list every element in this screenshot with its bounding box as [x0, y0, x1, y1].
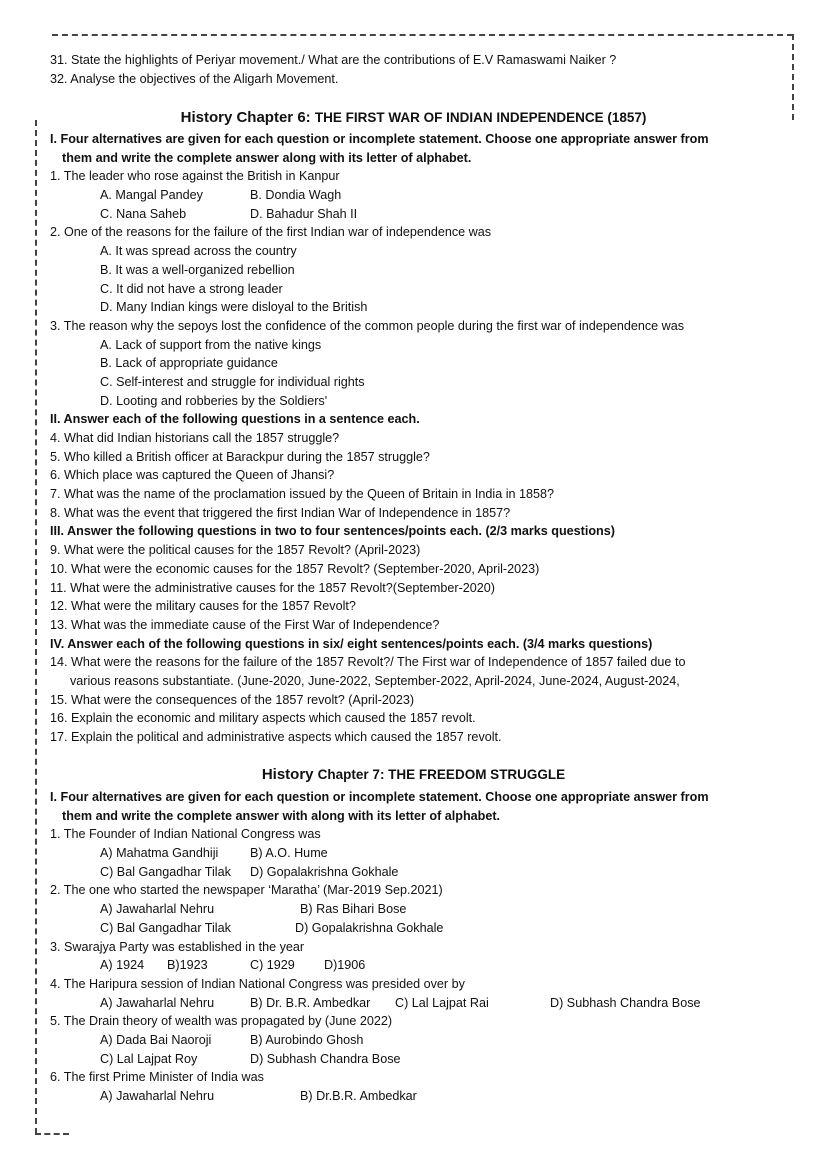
question-4: 4. The Haripura session of Indian National Congress was presided over by — [50, 976, 465, 991]
question-13: 13. What was the immediate cause of the First War of Independence? — [50, 617, 440, 632]
dashed-border-bottom — [35, 1133, 69, 1135]
question-16: 16. Explain the economic and military aspects which caused the 1857 revolt. — [50, 711, 476, 726]
options-row — [50, 844, 780, 863]
option-b: B. Lack of appropriate guidance — [100, 356, 278, 371]
option-a: A) Dada Bai Naoroji — [100, 1032, 212, 1047]
dashed-border-top — [52, 34, 793, 36]
dashed-border-left — [35, 120, 37, 1134]
question-6: 6. The first Prime Minister of India was — [50, 1070, 264, 1085]
option-b: B. Dondia Wagh — [250, 188, 342, 203]
question-10: 10. What were the economic causes for the 1857 Revolt? (September-2020, April-2023) — [50, 561, 540, 576]
option-b: B) A.O. Hume — [250, 846, 328, 861]
option-c: C) Lal Lajpat Roy — [100, 1051, 198, 1066]
option-c: C) Lal Lajpat Rai — [395, 995, 489, 1010]
question-17: 17. Explain the political and administrative aspects which caused the 1857 revolt. — [50, 730, 502, 744]
option-a: A) Jawaharlal Nehru — [100, 995, 215, 1010]
question-2: 2. One of the reasons for the failure of the first Indian war of independence was — [50, 225, 492, 240]
section-2-instruction: II. Answer each of the following questions in a sentence each. — [50, 412, 420, 427]
option-b: B) Ras Bihari Bose — [300, 902, 407, 917]
section-1-instruction-cont: them and write the complete answer along with its letter of alphabet. — [62, 150, 472, 165]
option-b: B)1923 — [167, 958, 208, 973]
option-d: D. Many Indian kings were disloyal to the British — [100, 300, 368, 315]
option-b: B) Dr. B.R. Ambedkar — [250, 995, 371, 1010]
question-9: 9. What were the political causes for the 1857 Revolt? (April-2023) — [50, 543, 421, 558]
question-14: 14. What were the reasons for the failure of the 1857 Revolt?/ The First war of Independence of 1857 failed due to — [50, 655, 686, 670]
chapter-7-questions — [50, 788, 780, 1106]
question-8: 8. What was the event that triggered the first Indian War of Independence in 1857? — [50, 505, 511, 520]
option-d: D)1906 — [324, 958, 366, 973]
options-row — [50, 1050, 780, 1069]
option-d: D) Gopalakrishna Gokhale — [250, 864, 399, 879]
question-3: 3. Swarajya Party was established in the year — [50, 939, 305, 954]
question-15: 15. What were the consequences of the 1857 revolt? (April-2023) — [50, 692, 415, 707]
option-c: C. Self-interest and struggle for individual rights — [100, 374, 365, 389]
question-11: 11. What were the administrative causes for the 1857 Revolt?(September-2020) — [50, 580, 495, 595]
question-12: 12. What were the military causes for the 1857 Revolt? — [50, 599, 356, 614]
option-a: A. Mangal Pandey — [100, 188, 203, 203]
chapter-6-heading — [0, 109, 827, 126]
section-1-instruction: I. Four alternatives are given for each question or incomplete statement. Choose one appropriate answer from — [50, 790, 709, 804]
options-row — [50, 1031, 780, 1050]
options-row — [50, 205, 780, 224]
question-14-cont: various reasons substantiate. (June-2020, June-2022, September-2022, April-2024, June-2024, August-2024, — [70, 673, 680, 688]
chapter-7-prefix: History — [261, 766, 314, 783]
options-row — [50, 900, 780, 919]
option-c: C. It did not have a strong leader — [100, 281, 283, 296]
question-5: 5. Who killed a British officer at Barackpur during the 1857 struggle? — [50, 449, 430, 464]
option-b: B) Dr.B.R. Ambedkar — [300, 1089, 417, 1103]
question-5: 5. The Drain theory of wealth was propagated by (June 2022) — [50, 1014, 393, 1029]
options-row — [50, 919, 780, 938]
option-d: D. Bahadur Shah II — [250, 206, 358, 221]
option-d: D. Looting and robberies by the Soldiers' — [100, 393, 328, 408]
option-c: C) Bal Gangadhar Tilak — [100, 920, 231, 935]
section-1-instruction-cont: them and write the complete answer with along with its letter of alphabet. — [62, 808, 501, 823]
chapter-7-title: Chapter 7: THE FREEDOM STRUGGLE — [317, 767, 566, 782]
option-c: C. Nana Saheb — [100, 206, 187, 221]
chapter-6-questions — [50, 130, 780, 747]
dashed-border-right — [792, 34, 794, 120]
question-4: 4. What did Indian historians call the 1857 struggle? — [50, 431, 340, 445]
options-row — [50, 186, 780, 205]
options-row — [50, 1087, 780, 1106]
option-a: A. It was spread across the country — [100, 244, 297, 259]
option-a: A) Mahatma Gandhiji — [100, 846, 219, 861]
section-1-instruction: I. Four alternatives are given for each question or incomplete statement. Choose one appropriate answer from — [50, 132, 709, 146]
option-a: A) 1924 — [100, 958, 145, 973]
section-4-instruction: IV. Answer each of the following questions in six/ eight sentences/points each. (3/4 marks questions) — [50, 636, 653, 651]
question-31: 31. State the highlights of Periyar movement./ What are the contributions of E.V Ramaswami Naiker ? — [50, 53, 617, 67]
options-row — [50, 956, 780, 975]
option-b: B) Aurobindo Ghosh — [250, 1032, 364, 1047]
option-a: A. Lack of support from the native kings — [100, 337, 322, 352]
previous-questions — [50, 51, 780, 88]
option-c: C) Bal Gangadhar Tilak — [100, 864, 231, 879]
chapter-7-heading — [0, 766, 827, 783]
option-d: D) Gopalakrishna Gokhale — [295, 920, 444, 935]
option-d: D) Subhash Chandra Bose — [250, 1051, 401, 1066]
chapter-6-title: THE FIRST WAR OF INDIAN INDEPENDENCE (1857) — [314, 110, 647, 125]
question-6: 6. Which place was captured the Queen of Jhansi? — [50, 468, 335, 483]
chapter-6-prefix: History Chapter 6: — [180, 109, 311, 126]
option-d: D) Subhash Chandra Bose — [550, 995, 701, 1010]
question-7: 7. What was the name of the proclamation issued by the Queen of Britain in India in 1858? — [50, 487, 555, 502]
question-3: 3. The reason why the sepoys lost the confidence of the common people during the first war of independence was — [50, 318, 685, 333]
question-32: 32. Analyse the objectives of the Aligarh Movement. — [50, 71, 339, 86]
option-a: A) Jawaharlal Nehru — [100, 902, 215, 917]
option-c: C) 1929 — [250, 958, 295, 973]
options-row — [50, 994, 780, 1013]
option-a: A) Jawaharlal Nehru — [100, 1089, 215, 1103]
section-3-instruction: III. Answer the following questions in two to four sentences/points each. (2/3 marks questions) — [50, 524, 615, 539]
options-row — [50, 863, 780, 882]
option-b: B. It was a well-organized rebellion — [100, 262, 295, 277]
question-1: 1. The leader who rose against the British in Kanpur — [50, 169, 340, 184]
question-2: 2. The one who started the newspaper ‘Maratha’ (Mar-2019 Sep.2021) — [50, 883, 443, 898]
question-1: 1. The Founder of Indian National Congress was — [50, 827, 321, 842]
